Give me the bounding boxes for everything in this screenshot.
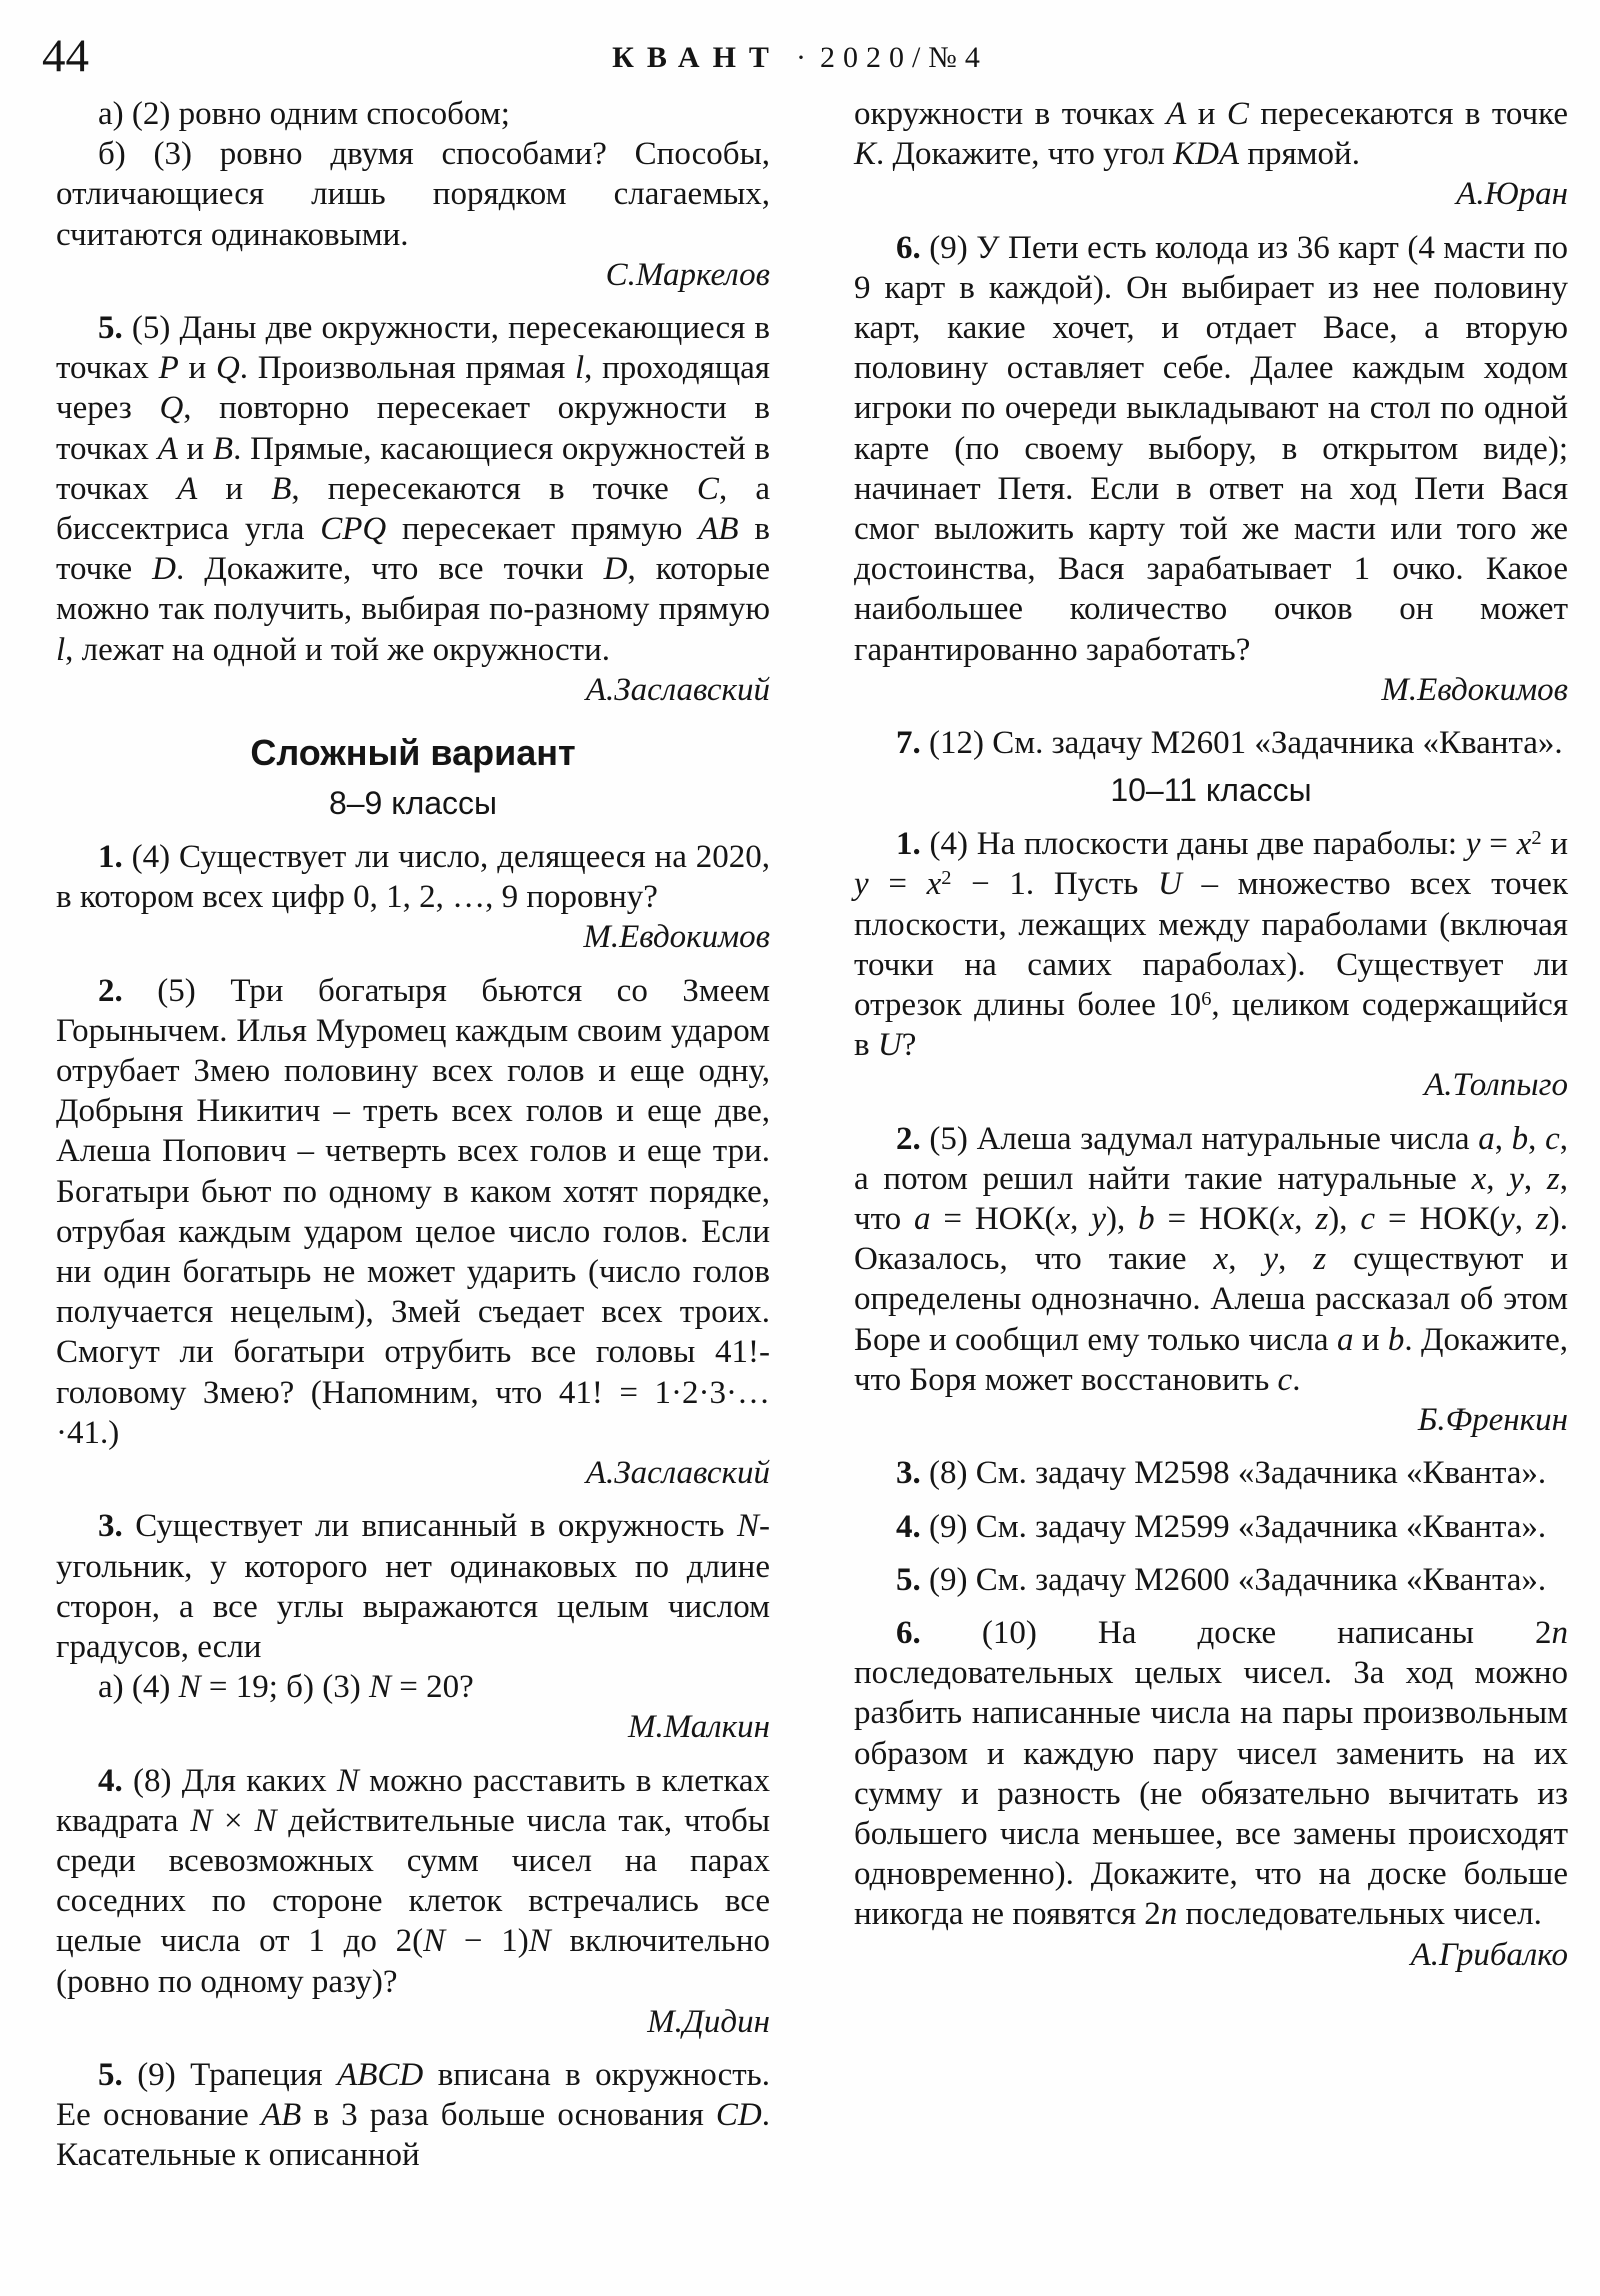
problem-8-9-5-continuation: окружности в точках A и C пересекаются в точке K. Докажите, что угол KDA прямой. [854, 96, 1568, 173]
problem-8-9-3-subitems: а) (4) N = 19; б) (3) N = 20? [98, 1669, 474, 1706]
problem-8-9-4: 4. (8) Для каких N можно расставить в клетках квадрата N × N действительные числа так, чтобы среди всевозможных сумм чисел на парах соседних по стороне клеток встречались все целые числа от 1 до 2(N − 1)N включительно (ровно по одному разу)? [56, 1762, 771, 2000]
section-heading: Сложный вариант [250, 732, 576, 774]
author-byline: С.Маркелов [605, 256, 770, 293]
author-byline: Б.Френкин [1417, 1402, 1568, 1439]
subitem-a: а) (2) ровно одним способом; [98, 96, 510, 132]
author-byline: А.Юран [1456, 176, 1568, 213]
problem-10-11-2: 2. (5) Алеша задумал натуральные числа a, b, c, а потом решил найти такие натуральные x, y, z, что a = НОК(x, y), b = НОК(x, z), c = НОК(y, z). Оказалось, что такие x, y, z существуют и определены однозначно. Алеша рассказал об этом Боре и сообщил ему только числа a и b. Докажите, что Боря может восстановить c. [854, 1120, 1569, 1398]
problem-8-9-3: 3. Существует ли вписанный в окружность N-угольник, у которого нет одинаковых по длине сторон, а все углы выражаются целым числом градусов, если [56, 1508, 770, 1665]
journal-title: КВАНТ [612, 41, 782, 74]
author-byline: А.Грибалко [1410, 1936, 1568, 1973]
problem-10-11-1: 1. (4) На плоскости даны две параболы: $y = x^2$ и $y = x^2 - 1$. Пусть U – множество всех точек плоскости, лежащих между параболами (включая точки на самих параболах). Существует ли отрезок длины более $10^6$, целиком содержащийся в U? [854, 826, 1569, 1064]
problem-10-11-5: 5. (9) См. задачу М2600 «Задачника «Кванта». [896, 1561, 1547, 1598]
grade-subheading-10-11: 10–11 классы [1110, 772, 1312, 809]
author-byline: А.Заславский [585, 1455, 770, 1492]
journal-masthead [42, 40, 1558, 76]
problem-8-9-1: 1. (4) Существует ли число, делящееся на 2020, в котором всех цифр 0, 1, 2, …, 9 поровну? [56, 839, 770, 916]
problem-8-9-7: 7. (12) См. задачу М2601 «Задачника «Кванта». [896, 725, 1563, 762]
grade-subheading-8-9: 8–9 классы [328, 785, 498, 822]
page-number: 44 [42, 30, 89, 82]
problem-8-9-5: 5. (9) Трапеция ABCD вписана в окружность. Ее основание AB в 3 раза больше основания CD. Касательные к описанной [56, 2056, 771, 2174]
author-byline: М.Малкин [628, 1709, 770, 1746]
author-byline: А.Толпыго [1424, 1067, 1568, 1104]
subitem-b: б) (3) ровно двумя способами? Способы, отличающиеся лишь порядком слагаемых, считаются одинаковыми. [56, 136, 770, 253]
problem-10-11-4: 4. (9) См. задачу М2599 «Задачника «Кванта». [896, 1508, 1547, 1545]
journal-issue: 2020/№4 [819, 41, 988, 74]
problem-10-11-6: 6. (10) На доске написаны 2n последовательных целых чисел. За ход можно разбить написанные числа на пары произвольным образом и каждую пару чисел заменить на их сумму и разность (не обязательно вычитать из большего числа меньшее, все замены происходят одновременно). Докажите, что на доске больше никогда не появятся 2n последовательных чисел. [854, 1614, 1568, 1933]
left-column [56, 94, 770, 2176]
problem-8-9-6: 6. (9) У Пети есть колода из 36 карт (4 масти по 9 карт в каждой). Он выбирает из нее половину карт, какие хочет, и отдает Васе, а вторую половину оставляет себе. Далее каждым ходом игроки по очереди выкладывают на стол по одной карте (по своему выбору, в открытом виде); начинает Петя. Если в ответ на ход Пети Вася смог выложить карту той же масти или того же достоинства, Вася зарабатывает 1 очко. Какое наибольшее количество очков он может гарантированно заработать? [854, 229, 1568, 668]
problem-10-11-3: 3. (8) См. задачу М2598 «Задачника «Кванта». [896, 1455, 1547, 1492]
author-byline: М.Евдокимов [1381, 671, 1568, 708]
right-column [854, 94, 1568, 2176]
author-byline: А.Заславский [585, 671, 770, 708]
masthead-separator: · [795, 41, 806, 74]
problem-easy-5: 5. (5) Даны две окружности, пересекающиеся в точках P и Q. Произвольная прямая l, проходящая через Q, повторно пересекает окружности в точках A и B. Прямые, касающиеся окружностей в точках A и B, пересекаются в точке C, а биссектриса угла CPQ пересекает прямую AB в точке D. Докажите, что все точки D, которые можно так получить, выбирая по-разному прямую l, лежат на одной и той же окружности. [56, 310, 771, 668]
text-columns [56, 94, 1568, 2176]
author-byline: М.Евдокимов [583, 919, 770, 956]
problem-8-9-2: 2. (5) Три богатыря бьются со Змеем Горынычем. Илья Муромец каждым своим ударом отрубает Змею половину всех голов и еще одну, Добрыня Никитич – треть всех голов и еще две, Алеша Попович – четверть всех голов и еще три. Богатыри бьют по одному в каком хотят порядке, отрубая каждым ударом целое число голов. Если ни один богатырь не может ударить (число голов получается нецелым), Змей съедает всех троих. Смогут ли богатыри отрубить все головы 41!-головому Змею? (Напомним, что 41! = 1·2·3·…·41.) [56, 972, 770, 1451]
author-byline: М.Дидин [647, 2003, 770, 2040]
page-header [42, 30, 1558, 90]
